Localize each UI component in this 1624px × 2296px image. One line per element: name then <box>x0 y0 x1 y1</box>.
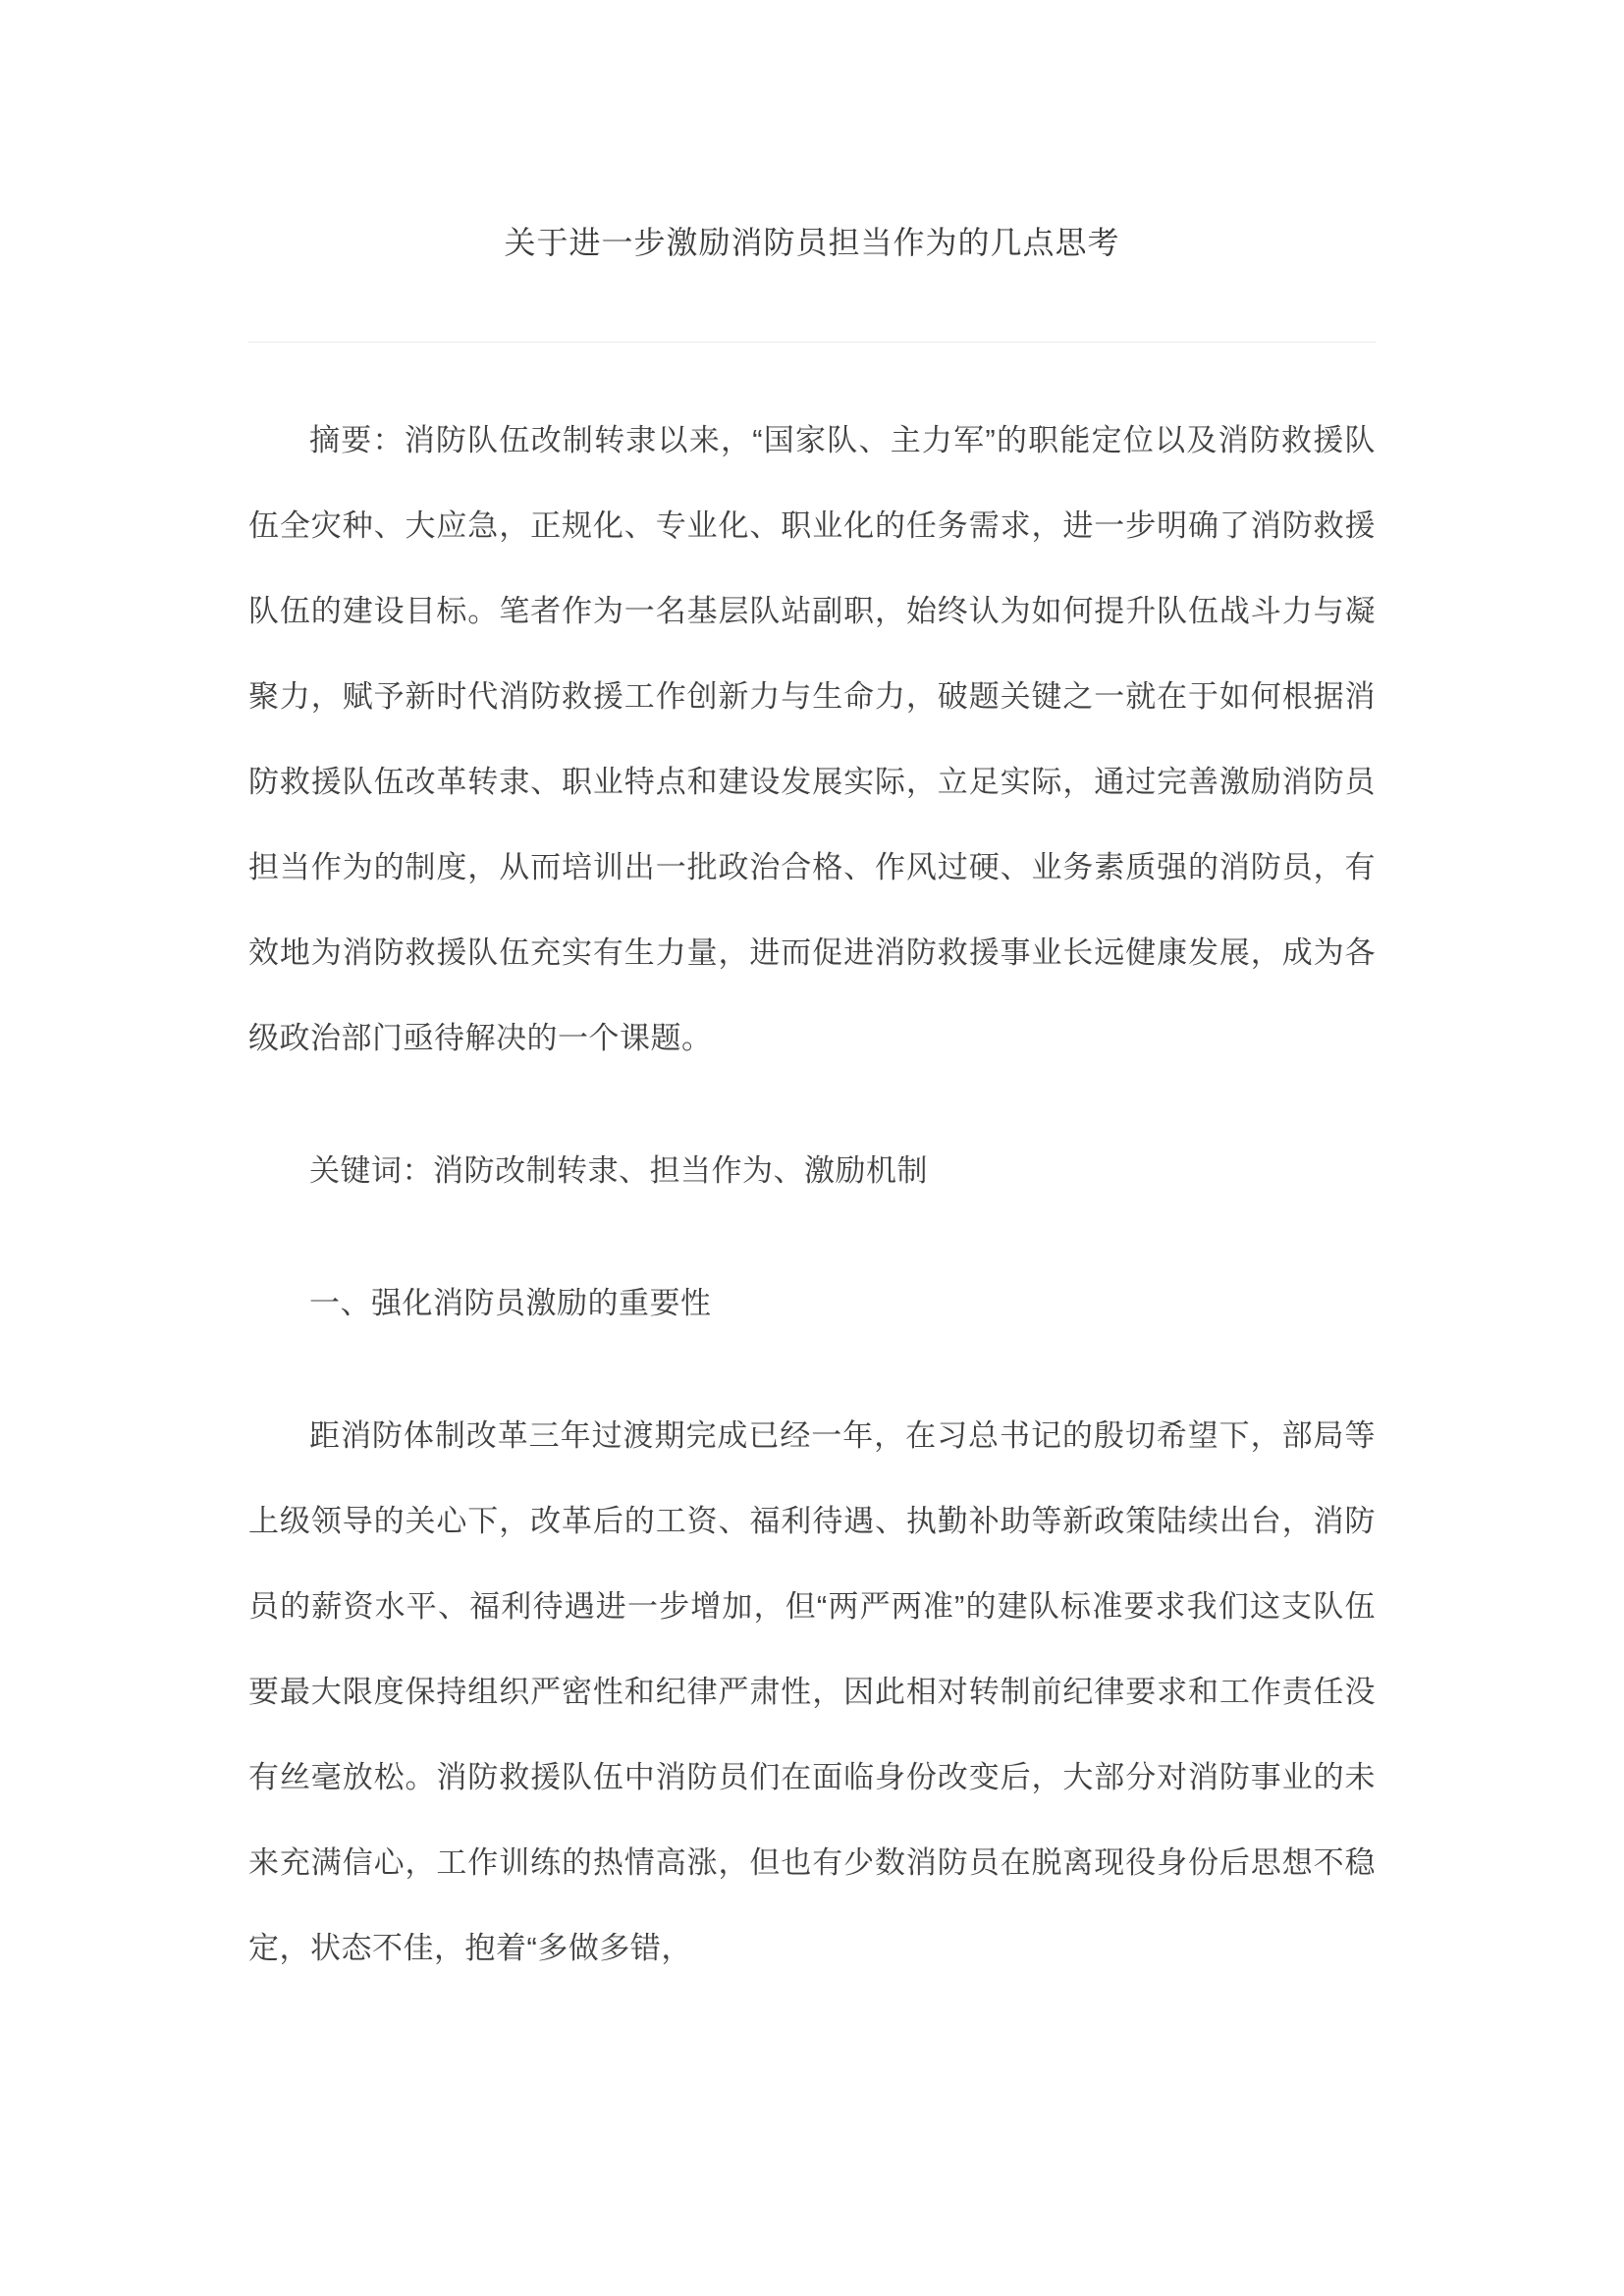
document-body <box>248 398 1376 1991</box>
abstract-paragraph: 摘要：消防队伍改制转隶以来，“国家队、主力军”的职能定位以及消防救援队伍全灾种、大应急，正规化、专业化、职业化的任务需求，进一步明确了消防救援队伍的建设目标。笔者作为一名基层队站副职，始终认为如何提升队伍战斗力与凝聚力，赋予新时代消防救援工作创新力与生命力，破题关键之一就在于如何根据消防救援队伍改革转隶、职业特点和建设发展实际，立足实际，通过完善激励消防员担当作为的制度，从而培训出一批政治合格、作风过硬、业务素质强的消防员，有效地为消防救援队伍充实有生力量，进而促进消防救援事业长远健康发展，成为各级政治部门亟待解决的一个课题。 <box>248 423 1376 1056</box>
document-title: 关于进一步激励消防员担当作为的几点思考 <box>504 225 1120 260</box>
keywords-paragraph: 关键词：消防改制转隶、担当作为、激励机制 <box>309 1153 928 1189</box>
body-paragraph: 距消防体制改革三年过渡期完成已经一年，在习总书记的殷切希望下，部局等上级领导的关心下，改革后的工资、福利待遇、执勤补助等新政策陆续出台，消防员的薪资水平、福利待遇进一步增加，但“两严两准”的建队标准要求我们这支队伍要最大限度保持组织严密性和纪律严肃性，因此相对转制前纪律要求和工作责任没有丝毫放松。消防救援队伍中消防员们在面临身份改变后，大部分对消防事业的未来充满信心，工作训练的热情高涨，但也有少数消防员在脱离现役身份后思想不稳定，状态不佳，抱着“多做多错， <box>248 1418 1376 1966</box>
section-heading: 一、强化消防员激励的重要性 <box>309 1286 712 1321</box>
title-divider <box>248 342 1376 343</box>
